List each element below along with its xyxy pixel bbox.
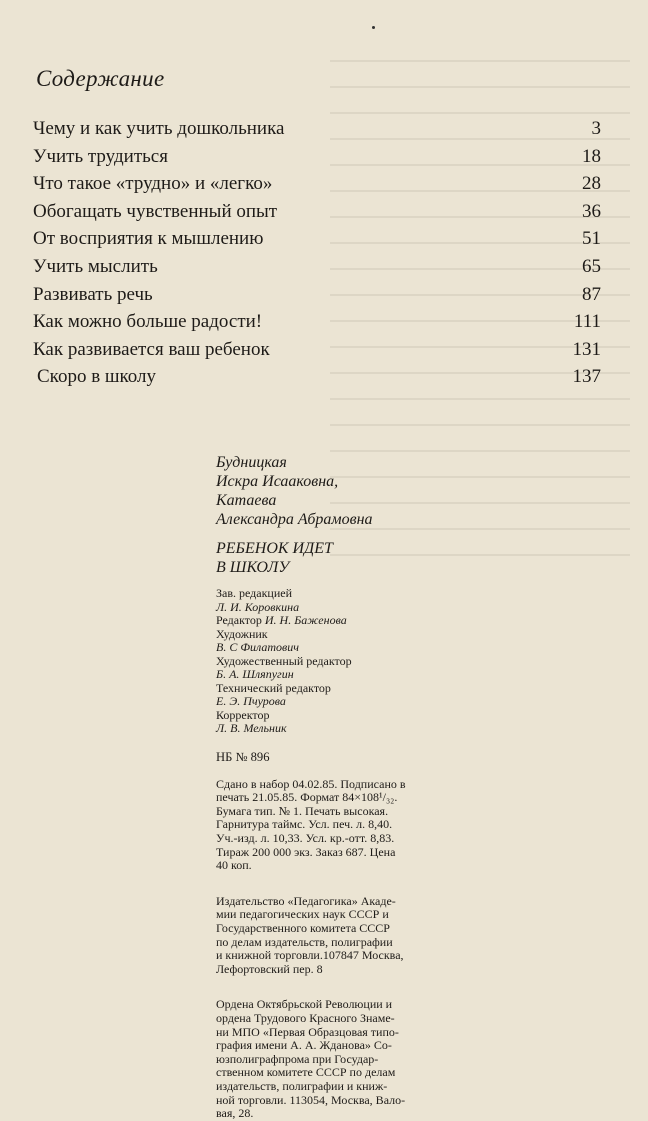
toc-page-number: 28 [582, 173, 601, 195]
print-speck [372, 26, 375, 29]
toc-label: Чему и как учить дошкольника [33, 118, 285, 139]
toc-page-number: 36 [582, 200, 601, 222]
toc-page-number: 65 [582, 255, 601, 277]
credit-role: Зав. редакцией [216, 586, 293, 600]
author-1-name: Искра Исааковна, [216, 473, 339, 490]
toc-entry [33, 173, 601, 201]
publisher-info: Издательство «Педагогика» Акаде- мии педагогических наук СССР и Государственного комитета СССР по делам издательств, полиграфии и книжной торговли.107847 Москва, Лефортовский пер. 8 [216, 893, 404, 976]
toc-entry [33, 118, 601, 146]
toc-label: Что такое «трудно» и «легко» [33, 173, 273, 195]
credit-role: Художник [216, 626, 268, 641]
toc-label: Обогащать чувственный опыт [33, 200, 278, 222]
nb-number: НБ № 896 [216, 749, 270, 764]
toc-entry [33, 366, 601, 394]
author-2-surname: Катаева [216, 492, 277, 509]
credits-list [216, 587, 516, 736]
credit-name: В. С Филатович [216, 640, 299, 654]
toc-entry [33, 228, 601, 256]
toc-entry [33, 339, 601, 367]
author-2-name: Александра Абрамовна [216, 511, 373, 528]
credit-name: Л. И. Коровкина [216, 599, 300, 614]
credit-name: И. Н. Баженова [264, 613, 347, 627]
toc-label: Как развивается ваш ребенок [33, 338, 270, 360]
toc-entry [33, 256, 601, 284]
toc-label: Скоро в школу [37, 366, 157, 388]
toc-page-number: 111 [573, 311, 601, 333]
toc-page-number: 18 [582, 145, 601, 167]
credit-name: Е. Э. Пчурова [216, 694, 286, 708]
credit-name: Б. А. Шляпугин [216, 667, 294, 681]
imprint-block [216, 453, 516, 1121]
toc-page-number: 51 [582, 228, 601, 250]
book-title-line-1: РЕБЕНОК ИДЕТ [216, 540, 333, 557]
credit-role: Художественный редактор [216, 653, 352, 668]
toc-entry [33, 284, 601, 312]
print-details: Сдано в набор 04.02.85. Подписано в печать 21.05.85. Формат 84×108¹/₃₂. Бумага тип. № 1. Печать высокая. Гарнитура таймс. Усл. печ. л. 8,40. Уч.-изд. л. 10,33. Усл. кр.-отт. 8,83. Тираж 200 000 экз. Заказ 687. Цена 40 коп. [216, 776, 406, 873]
toc-label: Как можно больше радости! [33, 311, 263, 333]
toc-page-number: 3 [591, 118, 601, 139]
contents-heading: Содержание [36, 66, 165, 91]
toc-label: Учить мыслить [33, 255, 158, 277]
toc-label: От восприятия к мышлению [33, 228, 264, 250]
printer-info: Ордена Октябрьской Революции и ордена Трудового Красного Знаме- ни МПО «Первая Образцовая типо- графия имени А. А. Жданова» Со- юзполиграфпрома при Государ- ственном комитете СССР по делам издательств, полиграфии и книж- ной торговли. 113054, Москва, Вало- вая, 28. [216, 997, 406, 1121]
toc-label: Развивать речь [33, 283, 153, 305]
toc-page-number: 137 [572, 366, 601, 388]
credit-name: Л. В. Мельник [216, 721, 287, 735]
credit-role: Корректор [216, 707, 270, 722]
toc-entry [33, 201, 601, 229]
credit-role: Редактор [216, 613, 262, 627]
toc-entry [33, 146, 601, 174]
toc-page-number: 87 [582, 283, 601, 305]
toc-label: Учить трудиться [33, 145, 168, 167]
toc-entry [33, 311, 601, 339]
toc-page-number: 131 [572, 338, 601, 360]
table-of-contents [33, 118, 601, 394]
book-title [216, 539, 516, 577]
author-1-surname: Будницкая [216, 454, 287, 471]
credit-role: Технический редактор [216, 680, 331, 695]
book-title-line-2: В ШКОЛУ [216, 559, 290, 576]
credit-line [216, 614, 516, 628]
